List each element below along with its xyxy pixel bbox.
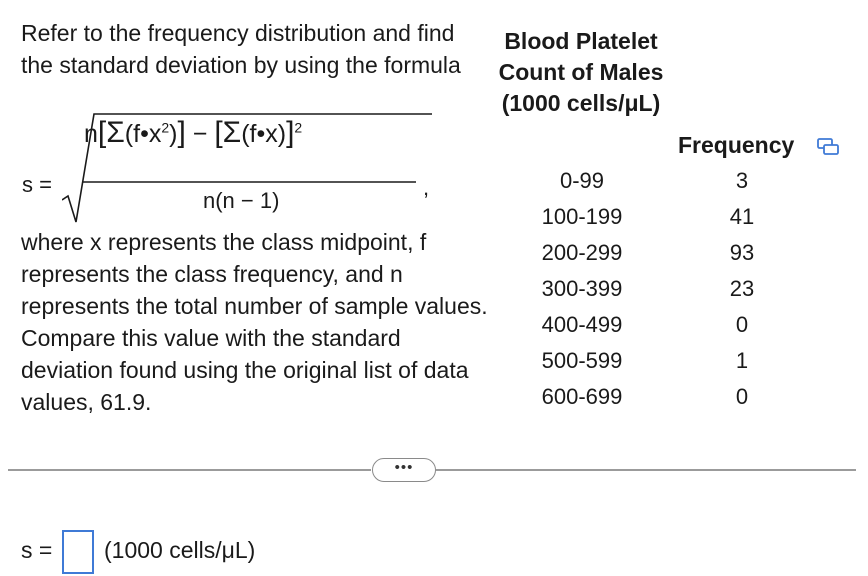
frequency-column-header: Frequency — [678, 132, 795, 158]
copy-icon[interactable] — [817, 137, 839, 157]
table-row-class: 100-199 — [541, 204, 623, 229]
table-row-frequency: 0 — [735, 384, 749, 409]
formula-numerator: $n[\Sigma(f•x^2)]$ − [Σ(f•x)]$^2$ — [84, 116, 303, 149]
table-row-class: 0-99 — [559, 168, 605, 193]
table-row-frequency: 23 — [729, 276, 755, 301]
answer-unit: (1000 cells/μL) — [104, 537, 256, 563]
formula-denominator: n(n − 1) — [203, 188, 280, 213]
answer-input[interactable] — [62, 530, 94, 574]
table-row-frequency: 93 — [729, 240, 755, 265]
formula-lhs: s = — [22, 172, 52, 197]
table-row-frequency: 3 — [735, 168, 749, 193]
section-divider — [436, 469, 856, 471]
class-column-header: Blood Platelet Count of Males (1000 cells/μL) — [498, 28, 664, 116]
table-row-class: 400-499 — [541, 312, 623, 337]
answer-lhs: s = — [21, 537, 53, 563]
table-row-class: 500-599 — [541, 348, 623, 373]
table-row-frequency: 41 — [729, 204, 755, 229]
question-where-text: where x represents the class midpoint, f represents the class frequency, and n represents the total number of sample values. Compare this value with the standard deviation found using the original list of data values, 61.9. — [21, 229, 488, 415]
table-row-class: 200-299 — [541, 240, 623, 265]
section-divider — [8, 469, 371, 471]
table-row-frequency: 1 — [735, 348, 749, 373]
table-row-class: 300-399 — [541, 276, 623, 301]
formula-comma: , — [423, 175, 430, 200]
question-intro: Refer to the frequency distribution and find the standard deviation by using the formula — [21, 20, 461, 78]
table-row-frequency: 0 — [735, 312, 749, 337]
show-more-button[interactable]: ••• — [372, 458, 436, 482]
table-row-class: 600-699 — [541, 384, 623, 409]
